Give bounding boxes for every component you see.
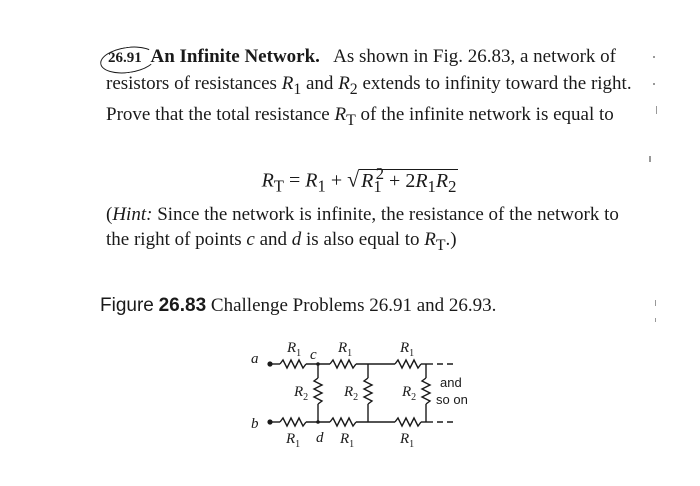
problem-number: 26.91 [106, 46, 146, 71]
figure-number: 26.83 [158, 295, 207, 316]
figure-caption [100, 295, 660, 317]
margin-mark [653, 83, 655, 85]
label-r1-top-2: $R_1$ [338, 340, 353, 359]
resistor-r1-bottom-2 [330, 418, 356, 426]
node-c [316, 362, 320, 366]
node-d [316, 420, 320, 424]
problem-statement [106, 44, 646, 133]
label-c: c [310, 347, 317, 363]
problem-title: An Infinite Network. [150, 46, 320, 67]
label-r1-top-3: $R_1$ [400, 340, 415, 359]
resistor-r1-bottom-1 [280, 418, 306, 426]
terminal-b [267, 419, 272, 424]
label-r1-bottom-2: $R_1$ [340, 431, 355, 450]
label-r2-2: $R_2$ [344, 384, 359, 403]
problem-body: As shown in Fig. 26.83, a network of resistors of resistances $R_1$ and $R_2$ extends to infinity toward the right. Prove that the total resistance $R_T$ of the infinite network is equal to [106, 46, 632, 129]
margin-mark [655, 318, 656, 322]
resistor-r2-2 [364, 378, 372, 404]
label-r2-3: $R_2$ [402, 384, 417, 403]
label-b: b [251, 416, 259, 432]
margin-mark [649, 156, 651, 162]
resistor-r1-top-2 [330, 360, 356, 368]
resistor-r1-top-3 [395, 360, 421, 368]
resistor-r2-3 [422, 378, 430, 404]
infinite-resistor-network-diagram [240, 330, 490, 450]
resistor-r1-bottom-3 [395, 418, 421, 426]
resistor-r1-top-1 [280, 360, 306, 368]
margin-mark [653, 56, 655, 58]
margin-mark [655, 300, 656, 306]
problem-number-circle [98, 43, 157, 77]
label-r2-1: $R_2$ [294, 384, 309, 403]
resistor-r2-1 [314, 378, 322, 404]
label-r1-top-1: $R_1$ [287, 340, 302, 359]
label-d: d [316, 430, 324, 446]
label-and: and [440, 375, 462, 390]
hint-text: (Hint: Since the network is infinite, the resistance of the network to the right of points c and d is also equal to $R_T$.) [106, 204, 619, 254]
label-so-on: so on [436, 392, 468, 407]
margin-mark [656, 106, 657, 114]
label-r1-bottom-1: $R_1$ [286, 431, 301, 450]
label-r1-bottom-3: $R_1$ [400, 431, 415, 450]
figure-label: Figure [100, 295, 154, 316]
terminal-a [267, 361, 272, 366]
figure-caption-text: Challenge Problems 26.91 and 26.93. [210, 295, 497, 316]
resistance-formula: $R_T = R_1$ + √ $R_1^2 + 2R_1R_2$ [261, 164, 457, 196]
label-a: a [251, 351, 259, 367]
